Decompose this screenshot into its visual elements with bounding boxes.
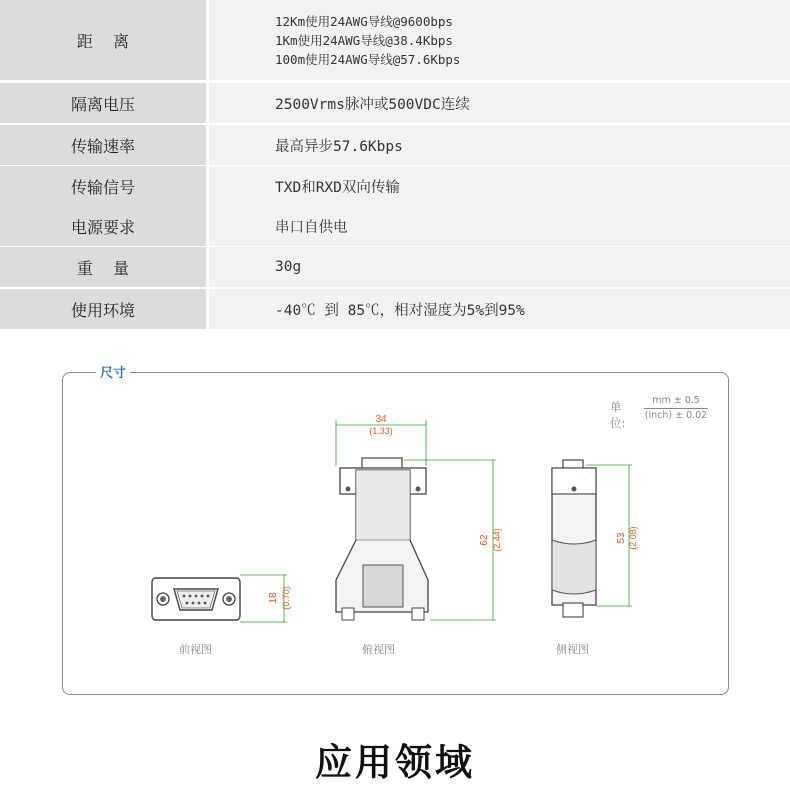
spec-label: 传输信号 — [0, 166, 206, 206]
dimension-panel — [62, 372, 729, 695]
spec-row-distance — [0, 0, 790, 80]
unit-denominator: (inch) ± 0.02 — [644, 410, 708, 421]
spec-row-environment — [0, 289, 790, 329]
spec-row-signal — [0, 166, 790, 206]
spec-label — [0, 0, 206, 80]
top-height-in: (2.44) — [492, 528, 502, 552]
side-height-in: (2.08) — [628, 526, 638, 550]
spec-row-isolation-voltage — [0, 83, 790, 123]
spec-value-line: 串口自供电 — [275, 219, 348, 236]
spec-value — [209, 289, 790, 329]
spec-value-line: 2500Vrms脉冲或500VDC连续 — [275, 96, 470, 113]
side-height-mm: 53 — [616, 532, 627, 544]
spec-value — [209, 125, 790, 165]
spec-label-text: 重 量 — [76, 258, 130, 278]
top-width-mm: 34 — [375, 414, 387, 425]
spec-value — [209, 0, 790, 80]
spec-value-line: 100m使用24AWG导线@57.6Kbps — [275, 51, 461, 67]
top-height-mm: 62 — [479, 534, 490, 546]
top-width-in: (1.33) — [369, 426, 393, 436]
unit-numerator: mm ± 0.5 — [644, 394, 708, 409]
spec-value — [209, 206, 790, 246]
spec-value — [209, 247, 790, 287]
unit-prefix: 单位: — [610, 400, 626, 430]
spec-row-weight — [0, 247, 790, 287]
front-height-mm: 18 — [268, 592, 279, 604]
spec-value-line: TXD和RXD双向传输 — [275, 179, 400, 196]
spec-value-line: 12Km使用24AWG导线@9600bps — [275, 13, 453, 29]
unit-fraction — [644, 394, 708, 422]
spec-row-power — [0, 206, 790, 246]
spec-value-line: -40℃ 到 85℃，相对湿度为5%到95% — [275, 302, 525, 319]
spec-value-line: 1Km使用24AWG导线@38.4Kbps — [275, 32, 453, 48]
spec-row-transfer-rate — [0, 125, 790, 165]
dimension-panel-title: 尺寸 — [96, 362, 130, 381]
front-view-caption: 前视图 — [179, 643, 212, 656]
spec-label: 隔离电压 — [0, 83, 206, 123]
spec-label — [0, 247, 206, 287]
front-height-in: (0.70) — [281, 586, 291, 610]
spec-label-text: 距 离 — [76, 31, 130, 51]
spec-value — [209, 83, 790, 123]
spec-value-line: 最高异步57.6Kbps — [275, 138, 403, 155]
spec-label: 电源要求 — [0, 206, 206, 246]
section-title-applications: 应用领域 — [315, 741, 475, 784]
side-view-caption: 侧视图 — [556, 643, 589, 656]
spec-label: 使用环境 — [0, 289, 206, 329]
spec-value-line: 30g — [275, 259, 302, 275]
spec-value — [209, 166, 790, 206]
top-view-caption: 俯视图 — [362, 643, 395, 656]
spec-label: 传输速率 — [0, 125, 206, 165]
